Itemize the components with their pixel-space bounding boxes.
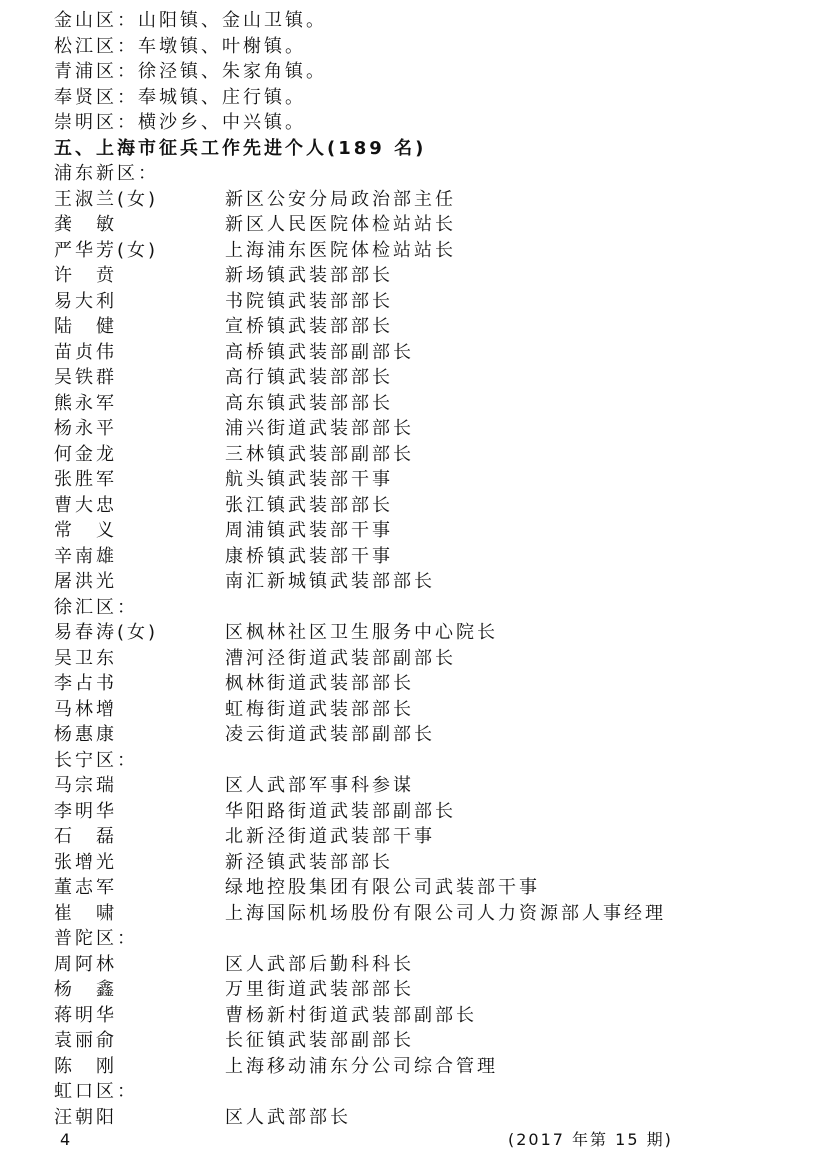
person-title: 航头镇武装部干事 (225, 469, 393, 490)
person-entry (54, 544, 824, 569)
person-title: 新场镇武装部部长 (225, 265, 393, 286)
person-name: 陆 健 (54, 316, 117, 337)
person-title: 南汇新城镇武装部部长 (225, 571, 435, 592)
person-title: 区枫林社区卫生服务中心院长 (225, 622, 498, 643)
person-name: 石 磊 (54, 826, 117, 847)
person-entry (54, 620, 824, 645)
person-entry (54, 773, 824, 798)
person-name: 屠洪光 (54, 571, 117, 592)
section-title: 五、上海市征兵工作先进个人(189 名) (54, 137, 427, 159)
person-entry (54, 493, 824, 518)
person-title: 凌云街道武装部副部长 (225, 724, 435, 745)
person-title: 上海移动浦东分公司综合管理 (225, 1055, 498, 1077)
person-title: 曹杨新村街道武装部副部长 (225, 1004, 477, 1026)
district-heading: 浦东新区： (54, 163, 159, 184)
person-entry (54, 467, 824, 492)
district-town-line: 奉贤区：奉城镇、庄行镇。 (54, 86, 306, 108)
district-heading: 长宁区： (54, 749, 138, 771)
person-title: 上海浦东医院体检站站长 (225, 239, 456, 261)
person-name: 易大利 (54, 290, 117, 312)
person-name: 汪朝阳 (54, 1106, 117, 1128)
person-name: 王淑兰(女) (54, 188, 159, 210)
person-entry (54, 569, 824, 594)
person-name: 杨惠康 (54, 724, 117, 745)
person-name: 许 贲 (54, 265, 117, 286)
person-entry (54, 212, 824, 237)
person-title: 绿地控股集团有限公司武装部干事 (225, 877, 540, 898)
person-title: 区人武部部长 (225, 1106, 351, 1128)
person-title: 康桥镇武装部干事 (225, 545, 393, 567)
person-entry (54, 697, 824, 722)
person-name: 崔 啸 (54, 902, 117, 924)
person-title: 浦兴街道武装部部长 (225, 418, 414, 439)
person-title: 高桥镇武装部副部长 (225, 341, 414, 363)
person-entry (54, 952, 824, 977)
person-entry (54, 391, 824, 416)
person-entry (54, 1003, 824, 1028)
person-name: 蒋明华 (54, 1004, 117, 1026)
person-entry (54, 850, 824, 875)
person-title: 新泾镇武装部部长 (225, 851, 393, 873)
person-name: 严华芳(女) (54, 239, 159, 261)
person-name: 张胜军 (54, 469, 117, 490)
person-name: 张增光 (54, 851, 117, 873)
person-entry (54, 416, 824, 441)
person-entry (54, 671, 824, 696)
person-title: 华阳路街道武装部副部长 (225, 800, 456, 822)
person-name: 李明华 (54, 800, 117, 822)
person-title: 区人武部后勤科科长 (225, 953, 414, 975)
person-title: 书院镇武装部部长 (225, 290, 393, 312)
person-name: 曹大忠 (54, 494, 117, 516)
person-entry (54, 875, 824, 900)
person-title: 周浦镇武装部干事 (225, 520, 393, 541)
person-title: 新区公安分局政治部主任 (225, 188, 456, 210)
person-name: 辛南雄 (54, 545, 117, 567)
person-name: 吴铁群 (54, 367, 117, 388)
person-entry (54, 263, 824, 288)
issue-label: (2017 年第 15 期) (508, 1130, 673, 1149)
person-title: 新区人民医院体检站站长 (225, 214, 456, 235)
person-entry (54, 518, 824, 543)
person-entry (54, 1054, 824, 1079)
person-name: 龚 敏 (54, 214, 117, 235)
person-entry (54, 799, 824, 824)
person-entry (54, 646, 824, 671)
person-entry (54, 238, 824, 263)
person-entry (54, 314, 824, 339)
person-title: 宣桥镇武装部部长 (225, 316, 393, 337)
person-title: 张江镇武装部部长 (225, 494, 393, 516)
district-heading: 普陀区： (54, 928, 138, 949)
person-name: 杨永平 (54, 418, 117, 439)
person-name: 李占书 (54, 673, 117, 694)
person-name: 董志军 (54, 877, 117, 898)
person-name: 何金龙 (54, 443, 117, 465)
person-entry (54, 1028, 824, 1053)
person-entry (54, 824, 824, 849)
person-name: 易春涛(女) (54, 622, 159, 643)
person-title: 高行镇武装部部长 (225, 367, 393, 388)
person-entry (54, 187, 824, 212)
person-entry (54, 977, 824, 1002)
person-entry (54, 722, 824, 747)
district-town-line: 青浦区：徐泾镇、朱家角镇。 (54, 61, 327, 82)
person-entry (54, 340, 824, 365)
person-title: 上海国际机场股份有限公司人力资源部人事经理 (225, 902, 666, 924)
person-entry (54, 442, 824, 467)
person-title: 长征镇武装部副部长 (225, 1030, 414, 1051)
person-title: 三林镇武装部副部长 (225, 443, 414, 465)
person-name: 熊永军 (54, 392, 117, 414)
person-entry (54, 1105, 824, 1130)
person-title: 北新泾街道武装部干事 (225, 826, 435, 847)
person-name: 马林增 (54, 698, 117, 720)
person-entry (54, 901, 824, 926)
person-title: 区人武部军事科参谋 (225, 775, 414, 796)
person-title: 高东镇武装部部长 (225, 392, 393, 414)
person-title: 万里街道武装部部长 (225, 979, 414, 1000)
page-number: 4 (60, 1130, 71, 1149)
district-heading: 虹口区： (54, 1081, 138, 1102)
district-town-line: 金山区：山阳镇、金山卫镇。 (54, 10, 327, 31)
person-name: 陈 刚 (54, 1055, 117, 1077)
person-title: 枫林街道武装部部长 (225, 673, 414, 694)
person-name: 袁丽俞 (54, 1030, 117, 1051)
person-name: 常 义 (54, 520, 117, 541)
person-name: 苗贞伟 (54, 341, 117, 363)
person-name: 周阿林 (54, 953, 117, 975)
person-title: 漕河泾街道武装部副部长 (225, 647, 456, 669)
district-town-line: 崇明区：横沙乡、中兴镇。 (54, 112, 306, 133)
person-entry (54, 365, 824, 390)
person-name: 杨 鑫 (54, 979, 117, 1000)
person-name: 吴卫东 (54, 647, 117, 669)
person-name: 马宗瑞 (54, 775, 117, 796)
person-entry (54, 289, 824, 314)
district-heading: 徐汇区： (54, 596, 138, 618)
person-title: 虹梅街道武装部部长 (225, 698, 414, 720)
district-town-line: 松江区：车墩镇、叶榭镇。 (54, 35, 306, 57)
